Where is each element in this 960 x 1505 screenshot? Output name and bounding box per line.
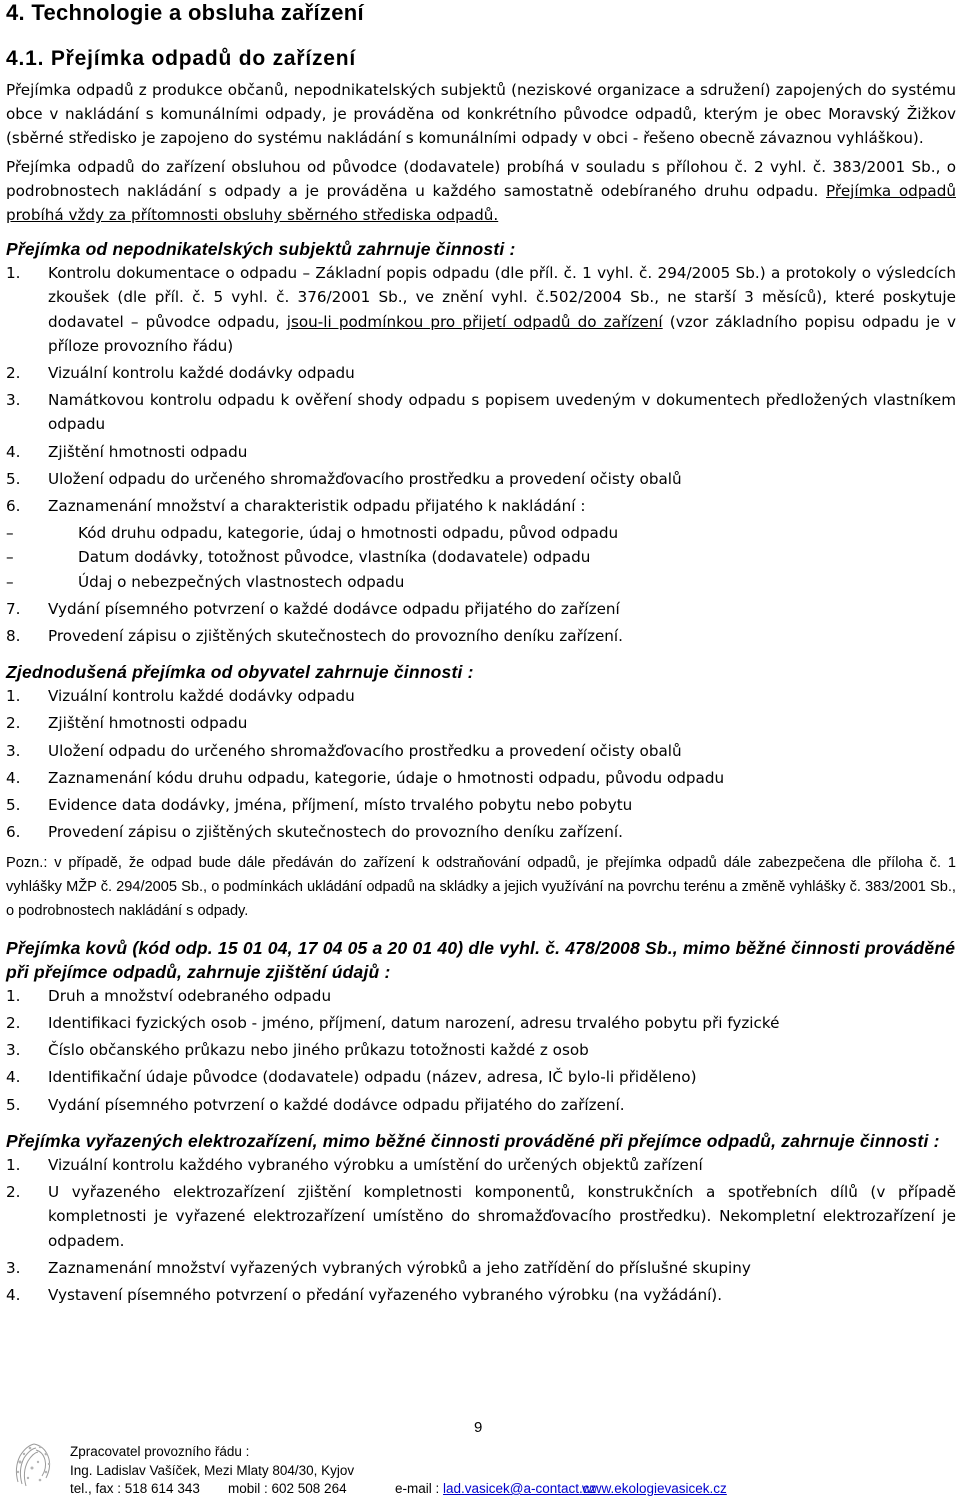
companies-heading: Přejímka od nepodnikatelských subjektů zahrnuje činnosti : xyxy=(6,239,516,260)
citizens-heading: Zjednodušená přejímka od obyvatel zahrnuje činnosti : xyxy=(6,662,474,683)
list-item: 3. Číslo občanského průkazu nebo jiného průkazu totožnosti každé z osob xyxy=(6,1041,589,1060)
acceptance-paragraph xyxy=(6,155,956,228)
footer-author: Ing. Ladislav Vašíček, Mezi Mlaty 804/30, Kyjov xyxy=(70,1463,355,1478)
footer-label: Zpracovatel provozního řádu : xyxy=(70,1444,250,1459)
list-item: 4. Zaznamenání kódu druhu odpadu, kategorie, údaje o hmotnosti odpadu, původu odpadu xyxy=(6,768,725,787)
acceptance-underlined-text: Přejímka odpadů probíhá vždy za přítomnosti obsluhy sběrného střediska odpadů. xyxy=(6,181,956,225)
companies-list xyxy=(6,261,956,648)
footer-mobile: mobil : 602 508 264 xyxy=(228,1481,347,1496)
list-item: 8. Provedení zápisu o zjištěných skutečnostech do provozního deníku zařízení. xyxy=(6,627,623,646)
list-item: 3. Uložení odpadu do určeného shromažďovacího prostředku a provedení očisty obalů xyxy=(6,741,682,760)
list-item: 4. Identifikační údaje původce (dodavatele) odpadu (název, adresa, IČ bylo-li přiděleno) xyxy=(6,1068,697,1087)
metals-list xyxy=(6,984,956,1117)
list-item: 2. Identifikaci fyzických osob - jméno, příjmení, datum narození, adresu trvalého pobytu při fyzické xyxy=(6,1014,780,1033)
electro-list xyxy=(6,1153,956,1307)
intro-paragraph: Přejímka odpadů z produkce občanů, nepodnikatelských subjektů (neziskové organizace a sdružení) zapojených do systému obce v nakládání s komunálními odpady, je prováděna od konkrétního původce odpadů, kterým je obec Moravský Žižkov (sběrné středisko je zapojeno do systému nakládání s komunálními odpady v obci - řešeno obecně závaznou vyhláškou). xyxy=(6,81,956,148)
list-item: 4. Vystavení písemného potvrzení o předání vyřazeného vybraného výrobku (na vyžádání). xyxy=(6,1285,723,1304)
subsection-title: 4.1. Přejímka odpadů do zařízení xyxy=(6,47,357,70)
list-item: 1. Kontrolu dokumentace o odpadu – Základní popis odpadu (dle příl. č. 1 vyhl. č. 294/2005 Sb.) a protokoly o výsledcích zkoušek (dle příl. č. 5 vyhl. č. 376/2001 Sb., ve znění vyhl. č.502/2004 Sb., ne starší 3 měsíců), které poskytuje dodavatel – původce odpadu, jsou-li podmínkou pro přijetí odpadů do zařízení (vzor základního popisu odpadu je v příloze provozního řádu) xyxy=(6,264,956,355)
electro-heading: Přejímka vyřazených elektrozařízení, mimo běžné činnosti prováděné při přejímce odpadů, zahrnuje činnosti : xyxy=(6,1130,940,1151)
footer-phone: tel., fax : 518 614 343 xyxy=(70,1481,200,1496)
list-item: 2. Zjištění hmotnosti odpadu xyxy=(6,714,248,733)
sub-list-item: – Kód druhu odpadu, kategorie, údaj o hmotnosti odpadu, původ odpadu xyxy=(6,524,619,543)
list-item: 3. Zaznamenání množství vyřazených vybraných výrobků a jeho zatřídění do příslušné skupiny xyxy=(6,1258,751,1277)
section-title: 4. Technologie a obsluha zařízení xyxy=(6,0,364,25)
list-item: 1. Druh a množství odebraného odpadu xyxy=(6,986,332,1005)
sub-list-item: – Datum dodávky, totožnost původce, vlastníka (dodavatele) odpadu xyxy=(6,548,591,567)
company-logo-icon xyxy=(10,1438,58,1492)
note-paragraph: Pozn.: v případě, že odpad bude dále předáván do zařízení k odstraňování odpadů, je přejímka odpadů dále zabezpečena dle příloha č. 1 vyhlášky MŽP č. 294/2005 Sb., o podmínkách ukládání odpadů na skládky a jejich využívání na povrchu terénu a změně vyhlášky č. 383/2001 Sb., o podrobnostech nakládání s odpady. xyxy=(6,855,956,920)
list-item: 3. Namátkovou kontrolu odpadu k ověření shody odpadu s popisem uvedeným v dokumentech předložených vlastníkem odpadu xyxy=(6,391,956,434)
list-item: 2. U vyřazeného elektrozařízení zjištění kompletnosti komponentů, konstrukčních a spotřebních dílů (v případě kompletnosti je vyřazené elektrozařízení umístěno do shromažďovacího prostředku). Nekompletní elektrozařízení je odpadem. xyxy=(6,1183,956,1250)
acceptance-text: Přejímka odpadů do zařízení obsluhou od původce (dodavatele) probíhá v souladu s přílohou č. 2 vyhl. č. 383/2001 Sb., o podrobnostech nakládání s odpady a je prováděna u každého samostatně odebíraného druhu odpadu. xyxy=(6,157,956,200)
list-item: 4. Zjištění hmotnosti odpadu xyxy=(6,442,248,461)
citizens-list xyxy=(6,684,956,844)
footer-email-label: e-mail : xyxy=(395,1481,444,1496)
list-item: 5. Uložení odpadu do určeného shromažďovacího prostředku a provedení očisty obalů xyxy=(6,469,682,488)
metals-heading: Přejímka kovů (kód odp. 15 01 04, 17 04 05 a 20 01 40) dle vyhl. č. 478/2008 Sb., mimo běžné činnosti prováděné při přejímce odpadů, zahrnuje zjištění údajů : xyxy=(6,937,956,982)
footer-email-row xyxy=(395,1481,596,1497)
document-page xyxy=(6,0,956,1310)
list-item: 5. Vydání písemného potvrzení o každé dodávce odpadu přijatého do zařízení. xyxy=(6,1095,625,1114)
list-item: 2. Vizuální kontrolu každé dodávky odpadu xyxy=(6,364,355,383)
underlined-condition: jsou-li podmínkou pro přijetí odpadů do zařízení xyxy=(286,312,663,331)
page-number: 9 xyxy=(474,1419,483,1436)
list-item: 6. Zaznamenání množství a charakteristik odpadu přijatého k nakládání : xyxy=(6,497,586,516)
list-item: 6. Provedení zápisu o zjištěných skutečnostech do provozního deníku zařízení. xyxy=(6,823,623,842)
list-item: 7. Vydání písemného potvrzení o každé dodávce odpadu přijatého do zařízení xyxy=(6,599,620,618)
list-item: 1. Vizuální kontrolu každé dodávky odpadu xyxy=(6,687,355,706)
website-link[interactable]: www.ekologievasicek.cz xyxy=(582,1481,727,1496)
email-link[interactable]: lad.vasicek@a-contact.cz xyxy=(443,1481,597,1496)
list-item: 1. Vizuální kontrolu každého vybraného výrobku a umístění do určených objektů zařízení xyxy=(6,1155,703,1174)
list-item: 5. Evidence data dodávky, jména, příjmení, místo trvalého pobytu nebo pobytu xyxy=(6,796,633,815)
sub-list-item: – Údaj o nebezpečných vlastnostech odpadu xyxy=(6,572,405,591)
